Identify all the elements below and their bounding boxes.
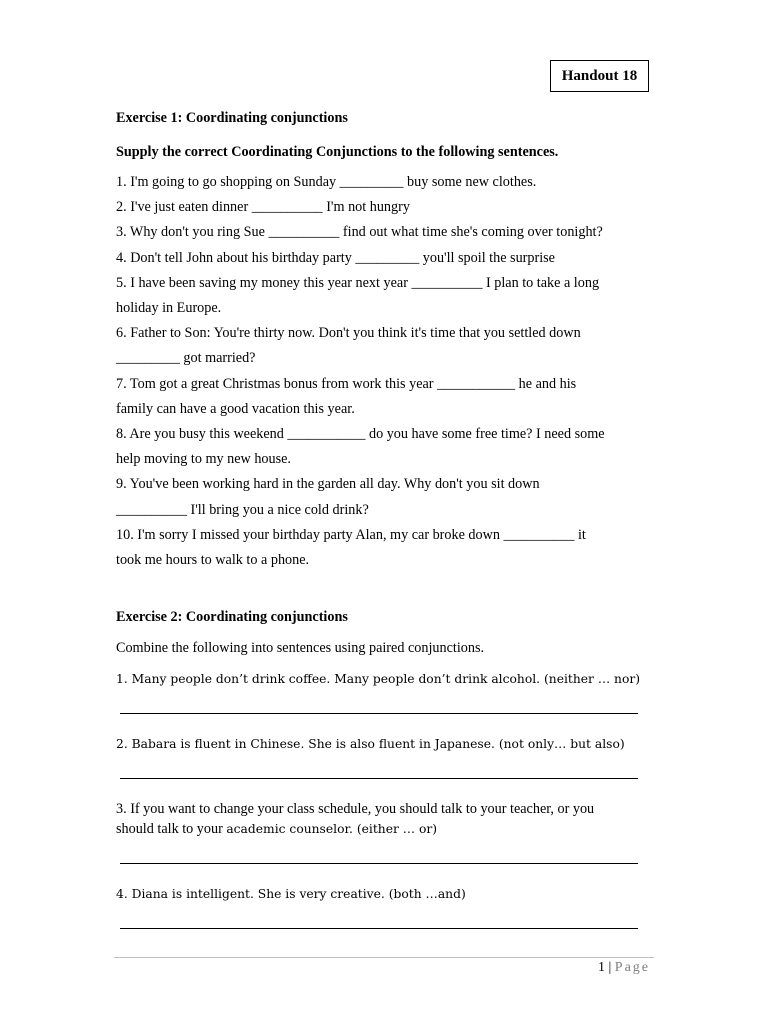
exercise1-line: 2. I've just eaten dinner __________ I'm not hungry bbox=[116, 199, 410, 216]
exercise1-line: took me hours to walk to a phone. bbox=[116, 552, 310, 569]
exercise1-line: family can have a good vacation this year. bbox=[116, 400, 355, 417]
exercise2-question-4: 4. Diana is intelligent. She is very creative. (both …and) bbox=[116, 887, 466, 902]
page-number: 1 bbox=[597, 960, 605, 975]
page-word: Page bbox=[614, 960, 650, 975]
exercise2-question-1: 1. Many people don’t drink coffee. Many people don’t drink alcohol. (neither … nor) bbox=[116, 672, 641, 687]
exercise2-question-3-line2b: academic counselor. (either … or) bbox=[226, 822, 438, 837]
answer-line bbox=[120, 928, 638, 929]
exercise2-question-3 bbox=[116, 799, 656, 839]
exercise2-question-3-line1: 3. If you want to change your class schedule, you should talk to your teacher, or you bbox=[116, 801, 595, 818]
exercise1-line: holiday in Europe. bbox=[116, 300, 222, 317]
exercise1-line: 8. Are you busy this weekend ___________ do you have some free time? I need some bbox=[116, 426, 605, 443]
exercise1-line: 4. Don't tell John about his birthday party _________ you'll spoil the surprise bbox=[116, 249, 555, 266]
exercise1-line: 7. Tom got a great Christmas bonus from work this year ___________ he and his bbox=[116, 375, 577, 392]
exercise1-instruction: Supply the correct Coordinating Conjunctions to the following sentences. bbox=[116, 144, 559, 160]
exercise2-instruction: Combine the following into sentences using paired conjunctions. bbox=[116, 640, 485, 657]
handout-label: Handout 18 bbox=[550, 60, 649, 92]
exercise1-title: Exercise 1: Coordinating conjunctions bbox=[116, 110, 348, 126]
worksheet-body bbox=[116, 107, 656, 929]
exercise1-line: _________ got married? bbox=[116, 350, 256, 367]
page-footer bbox=[598, 958, 650, 978]
exercise1-questions bbox=[116, 170, 656, 573]
exercise2-question-3-line2a: should talk to your bbox=[116, 821, 227, 838]
exercise1-line: 5. I have been saving my money this year next year __________ I plan to take a long bbox=[116, 274, 600, 291]
exercise1-line: 10. I'm sorry I missed your birthday party Alan, my car broke down __________ it bbox=[116, 526, 586, 543]
exercise1-line: help moving to my new house. bbox=[116, 451, 291, 468]
exercise1-line: __________ I'll bring you a nice cold drink? bbox=[116, 501, 369, 518]
exercise1-line: 1. I'm going to go shopping on Sunday _________ buy some new clothes. bbox=[116, 174, 537, 190]
exercise2-question-2: 2. Babara is fluent in Chinese. She is also fluent in Japanese. (not only… but also) bbox=[116, 737, 625, 752]
exercise1-line: 3. Why don't you ring Sue __________ find out what time she's coming over tonight? bbox=[116, 224, 603, 241]
exercise1-line: 9. You've been working hard in the garden all day. Why don't you sit down bbox=[116, 476, 540, 493]
exercise2-title: Exercise 2: Coordinating conjunctions bbox=[116, 609, 348, 626]
exercise1-line: 6. Father to Son: You're thirty now. Don't you think it's time that you settled down bbox=[116, 325, 581, 342]
footer-divider bbox=[114, 957, 654, 958]
footer-separator: | bbox=[604, 960, 615, 975]
